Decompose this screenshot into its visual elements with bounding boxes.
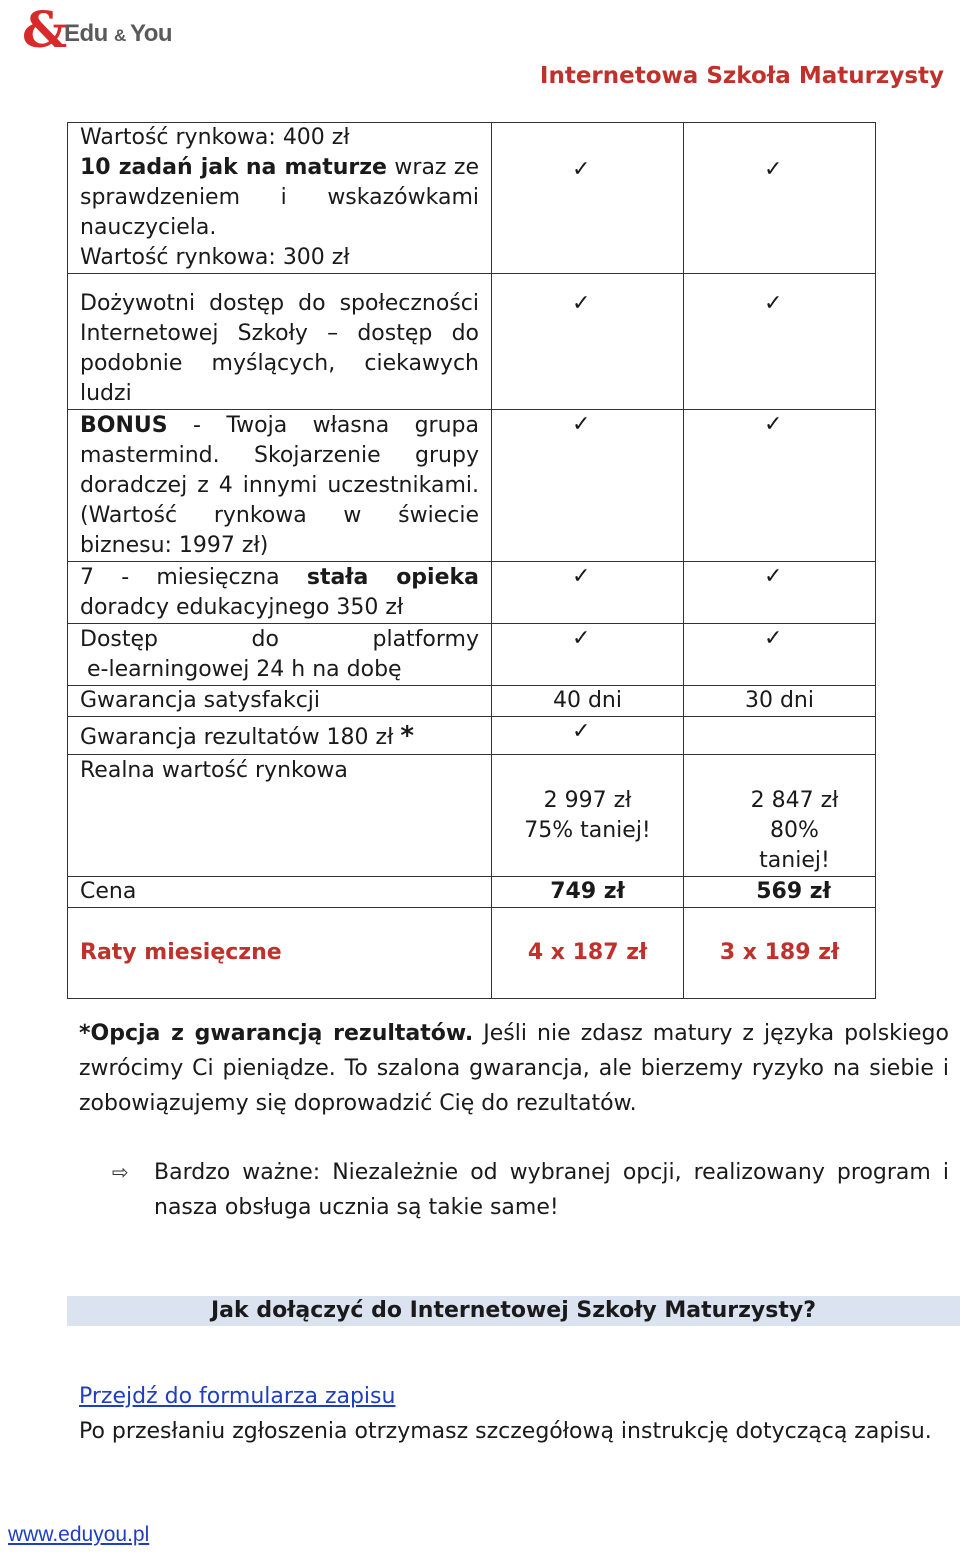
important-text: Bardzo ważne: Niezależnie od wybranej opcji, realizowany program i nasza obsługa ucznia są takie same! bbox=[154, 1160, 949, 1220]
asterisk-mark: * bbox=[400, 721, 414, 751]
guarantee-note bbox=[79, 1016, 949, 1121]
signup-form-link[interactable]: Przejdź do formularza zapisu bbox=[79, 1384, 396, 1409]
school-title: Internetowa Szkoła Maturzysty bbox=[539, 63, 944, 89]
logo-word-you: You bbox=[130, 20, 173, 47]
table-row bbox=[68, 755, 876, 877]
note-bold: *Opcja z gwarancją rezultatów. bbox=[79, 1021, 474, 1046]
discount-text: 80% bbox=[770, 818, 819, 843]
important-notice bbox=[112, 1155, 949, 1225]
satisfaction-days-option-2: 30 dni bbox=[684, 686, 876, 717]
check-icon: ✓ bbox=[684, 410, 876, 562]
price-option-2: 569 zł bbox=[684, 877, 876, 908]
price-label: Cena bbox=[68, 877, 492, 908]
market-value: 2 847 zł bbox=[750, 788, 839, 813]
feature-cell bbox=[68, 410, 492, 562]
feature-suffix: doradcy edukacyjnego 350 zł bbox=[80, 595, 404, 620]
empty-cell bbox=[684, 717, 876, 755]
table-row bbox=[68, 274, 876, 410]
check-icon: ✓ bbox=[492, 123, 684, 274]
table-row bbox=[68, 717, 876, 755]
feature-rest: wraz ze sprawdzeniem i wskazówkami nauczyciela. bbox=[80, 155, 479, 240]
market-value-option-2 bbox=[684, 755, 876, 877]
logo-wordmark bbox=[64, 20, 172, 50]
bonus-label: BONUS bbox=[80, 413, 168, 438]
feature-text bbox=[80, 153, 479, 243]
feature-cell bbox=[68, 123, 492, 274]
guarantee-satisfaction-label: Gwarancja satysfakcji bbox=[68, 686, 492, 717]
feature-bold: stała opieka bbox=[306, 565, 479, 590]
table-row bbox=[68, 123, 876, 274]
feature-cell bbox=[68, 624, 492, 686]
footer-website-link[interactable]: www.eduyou.pl bbox=[8, 1523, 150, 1546]
logo-word-and: & bbox=[114, 26, 130, 45]
check-icon: ✓ bbox=[684, 562, 876, 624]
market-value: 2 997 zł bbox=[543, 788, 632, 813]
signup-info-text: Po przesłaniu zgłoszenia otrzymasz szczegółową instrukcję dotyczącą zapisu. bbox=[79, 1419, 932, 1444]
note-text: Jeśli nie zdasz matury z języka polskiego zwrócimy Ci pieniądze. To szalona gwarancja, ale bierzemy ryzyko na siebie i zobowiązujemy się doprowadzić Cię do rezultatów. bbox=[79, 1021, 949, 1116]
table-row bbox=[68, 686, 876, 717]
installments-label: Raty miesięczne bbox=[68, 908, 492, 999]
table-row bbox=[68, 877, 876, 908]
check-icon: ✓ bbox=[492, 410, 684, 562]
satisfaction-days-option-1: 40 dni bbox=[492, 686, 684, 717]
feature-line-1: Dostęp do platformy bbox=[80, 627, 479, 652]
feature-bold: 10 zadań jak na maturze bbox=[80, 155, 387, 180]
check-icon: ✓ bbox=[684, 624, 876, 686]
market-value-option-1 bbox=[492, 755, 684, 877]
feature-line-2: e-learningowej 24 h na dobę bbox=[80, 657, 402, 682]
check-icon: ✓ bbox=[684, 123, 876, 274]
logo-word-edu: Edu bbox=[64, 20, 114, 47]
installments-option-1: 4 x 187 zł bbox=[492, 908, 684, 999]
price-option-1: 749 zł bbox=[492, 877, 684, 908]
join-heading: Jak dołączyć do Internetowej Szkoły Maturzysty? bbox=[67, 1296, 960, 1326]
market-value-label: Realna wartość rynkowa bbox=[68, 755, 492, 877]
table-row bbox=[68, 624, 876, 686]
table-row bbox=[68, 562, 876, 624]
arrow-right-icon: ⇨ bbox=[112, 1160, 129, 1184]
feature-text: - Twoja własna grupa mastermind. Skojarzenie grupy doradczej z 4 innymi uczestnikami. (Wartość rynkowa w świecie biznesu: 1997 zł) bbox=[80, 413, 479, 558]
check-icon: ✓ bbox=[492, 274, 684, 410]
pricing-table bbox=[67, 122, 876, 999]
eduyou-logo bbox=[22, 0, 182, 59]
discount-text: taniej! bbox=[759, 848, 830, 873]
feature-cell: Dożywotni dostęp do społeczności Internetowej Szkoły – dostęp do podobnie myślących, ciekawych ludzi bbox=[68, 274, 492, 410]
table-row bbox=[68, 908, 876, 999]
guarantee-results-cell bbox=[68, 717, 492, 755]
check-icon: ✓ bbox=[492, 717, 684, 755]
feature-suffix: Wartość rynkowa: 300 zł bbox=[80, 245, 350, 270]
check-icon: ✓ bbox=[492, 562, 684, 624]
table-row bbox=[68, 410, 876, 562]
feature-prefix: 7 - miesięczna bbox=[80, 565, 307, 590]
feature-prefix: Wartość rynkowa: 400 zł bbox=[80, 125, 350, 150]
feature-cell bbox=[68, 562, 492, 624]
guarantee-results-label: Gwarancja rezultatów 180 zł bbox=[80, 725, 401, 750]
installments-option-2: 3 x 189 zł bbox=[684, 908, 876, 999]
logo-ampersand: & bbox=[22, 0, 68, 59]
check-icon: ✓ bbox=[492, 624, 684, 686]
check-icon: ✓ bbox=[684, 274, 876, 410]
discount-text: 75% taniej! bbox=[524, 818, 651, 843]
